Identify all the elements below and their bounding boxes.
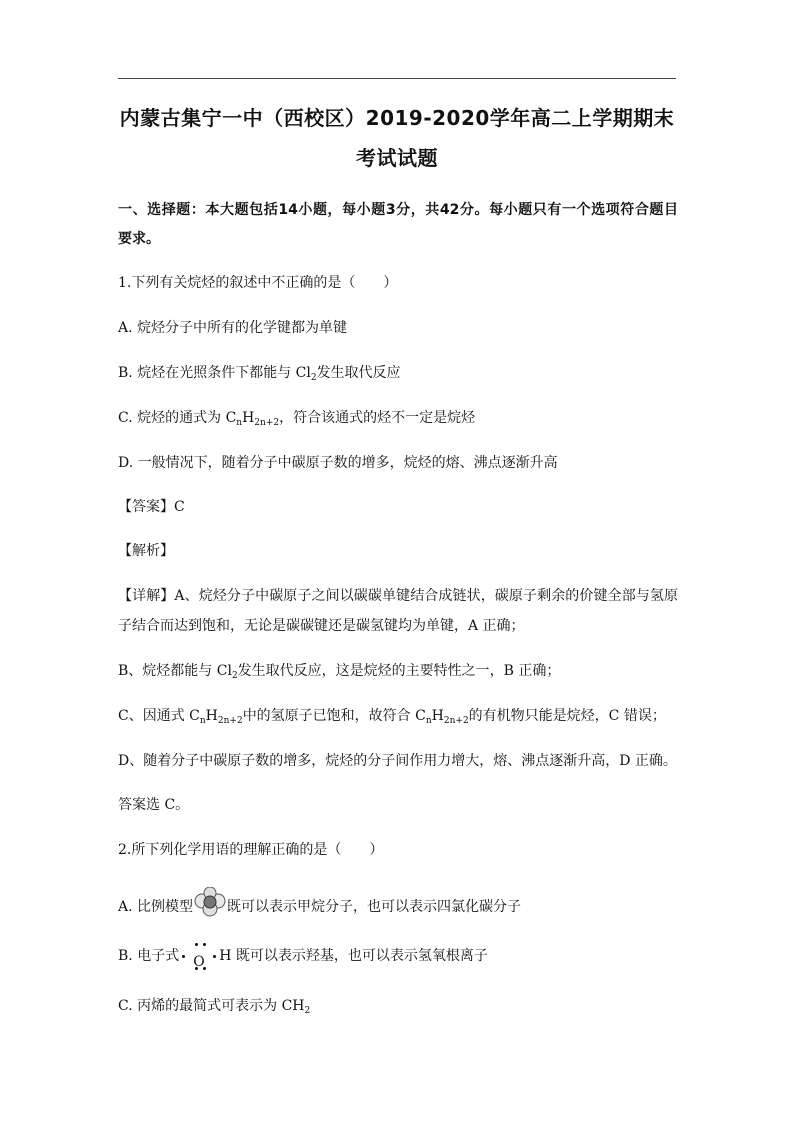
question-1-option-a: A. 烷烃分子中所有的化学键都为单键 — [118, 320, 348, 336]
question-1-answer: 【答案】C — [118, 499, 185, 515]
header-rule — [118, 78, 676, 79]
question-2-option-c: C. 丙烯的最简式可表示为 $CH_2$ — [118, 998, 311, 1016]
page-title-line2: 考试试题 — [356, 146, 438, 170]
question-1-analysis-label: 【解析】 — [118, 543, 174, 559]
question-1-explain-d: D、随着分子中碳原子数的增多，烷烃的分子间作用力增大，熔、沸点逐渐升高，D 正确。 — [118, 753, 677, 769]
section-heading-line2: 要求。 — [118, 231, 160, 247]
page-title: 内蒙古集宁一中（西校区）2019-2020学年高二上学期期末 — [119, 106, 675, 130]
question-1-conclusion: 答案选 C。 — [118, 797, 190, 813]
question-1-detail-line2: 子结合而达到饱和，无论是碳碳键还是碳氢键均为单键，A 正确； — [118, 618, 525, 634]
question-2-stem: 2.所下列化学用语的理解正确的是（ ） — [118, 842, 384, 858]
question-2-option-a: A. 比例模型 既可以表示甲烷分子，也可以表示四氯化碳分子 — [118, 887, 678, 927]
space-filling-model-icon — [193, 887, 227, 927]
question-1-explain-b: B、烷烃都能与 $Cl_2$发生取代反应，这是烷烃的主要特性之一，B 正确； — [118, 663, 561, 681]
section-heading: 一、选择题：本大题包括14小题，每小题3分，共42分。每小题只有一个选项符合题目 — [118, 202, 678, 218]
question-1-option-c: C. 烷烃的通式为 $C_nH_{2n+2}$，符合该通式的烃不一定是烷烃 — [118, 410, 476, 428]
question-1-option-b: B. 烷烃在光照条件下都能与 $Cl_2$发生取代反应 — [118, 365, 401, 383]
question-1-explain-c: C、因通式 $C_nH_{2n+2}$中的氢原子已饱和，故符合 $C_nH_{2n+2}$的有机物只能是烷烃，C 错误； — [118, 708, 666, 726]
electron-dot-formula: O — [179, 941, 219, 971]
question-2-option-b: B. 电子式 O H 既可以表示羟基，也可以表示氢氧根离子 — [118, 941, 678, 971]
question-1-option-d: D. 一般情况下，随着分子中碳原子数的增多，烷烃的熔、沸点逐渐升高 — [118, 455, 558, 471]
question-1-stem: 1.下列有关烷烃的叙述中不正确的是（ ） — [118, 275, 398, 291]
question-1-detail: 【详解】A、烷烃分子中碳原子之间以碳碳单键结合成链状，碳原子剩余的价键全部与氢原 — [118, 588, 678, 604]
